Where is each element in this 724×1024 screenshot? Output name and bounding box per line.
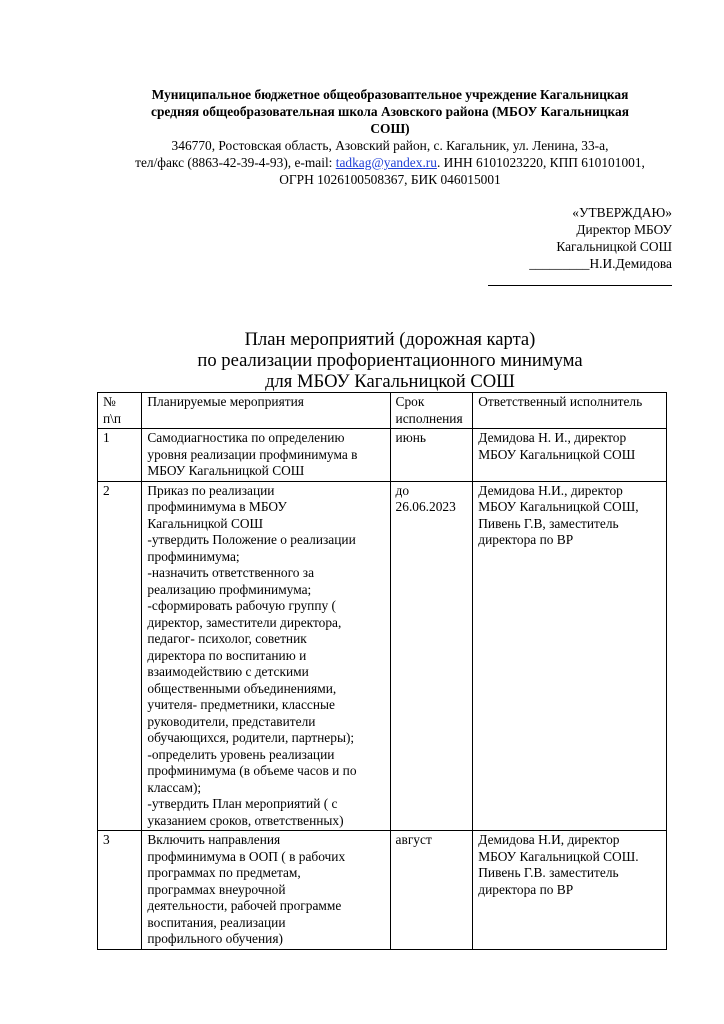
header-activity: Планируемые мероприятия [142, 393, 390, 429]
plan-title-line: для МБОУ Кагальницкой СОШ [265, 371, 515, 392]
plan-title-line: План мероприятий (дорожная карта) [244, 329, 536, 350]
activity-cell-line: руководители, представители [147, 713, 316, 729]
table-row [98, 429, 667, 482]
approval-school: Кагальницкой СОШ [556, 239, 672, 254]
activity-cell-line: -утвердить Положение о реализации [147, 532, 356, 547]
responsible-cell [473, 831, 667, 950]
activity-cell-line: директор, заместители директора, [147, 614, 342, 630]
activity-cell-line: Самодиагностика по определению [147, 430, 345, 445]
table-row [98, 481, 667, 831]
activity-cell-line: общественными объединениями, [147, 680, 337, 696]
registration-line: ОГРН 1026100508367, БИК 046015001 [279, 172, 501, 187]
activity-cell-line: -утвердить План мероприятий ( с [147, 796, 338, 811]
header-responsible: Ответственный исполнитель [473, 393, 667, 429]
activity-cell-line: педагог- психолог, советник [147, 631, 307, 646]
activity-cell [142, 831, 390, 950]
row-number: 2 [98, 481, 142, 831]
term-cell [390, 831, 473, 950]
activity-cell-line: реализацию профминимума; [147, 581, 312, 597]
responsible-cell [473, 481, 667, 831]
activity-cell-line: Приказ по реализации [147, 482, 275, 498]
term-cell-line: август [395, 832, 432, 847]
header-term: Срок исполнения [390, 393, 473, 429]
organization-name-line: средняя общеобразовательная школа Азовского района (МБОУ Кагальницкая [151, 104, 629, 119]
approval-position: Директор МБОУ [576, 222, 672, 237]
activity-cell-line: программах по предметам, [147, 865, 301, 880]
activity-cell-line: обучающихся, родители, партнеры); [147, 730, 355, 745]
activity-cell-line: взаимодействию с детскими [147, 664, 309, 679]
plan-title-line: по реализации профориентационного минимума [197, 350, 583, 371]
activity-cell [142, 481, 390, 831]
activity-cell-line: профминимума; [147, 548, 240, 564]
activity-cell-line: -определить уровень реализации [147, 746, 335, 762]
activity-cell-line: -сформировать рабочую группу ( [147, 598, 337, 613]
activity-cell-line: Включить направления [147, 832, 281, 847]
organization-name-line: Муниципальное бюджетное общеобразоваптельное учреждение Кагальницкая [151, 87, 629, 102]
activity-cell-line: классам); [147, 779, 202, 795]
responsible-cell-line: Демидова Н. И., директор [478, 430, 627, 445]
term-cell [390, 429, 473, 482]
responsible-cell-line: МБОУ Кагальницкой СОШ. [478, 848, 639, 864]
activity-cell-line: воспитания, реализации [147, 914, 286, 930]
activity-cell-line: профильного обучения) [147, 931, 283, 946]
activity-cell-line: уровня реализации профминимума в [147, 446, 358, 462]
address-line: 346770, Ростовская область, Азовский район, с. Кагальник, ул. Ленина, 33-а, [171, 138, 609, 153]
email-link[interactable]: tadkag@yandex.ru [335, 155, 437, 170]
organization-name [100, 86, 680, 137]
responsible-cell-line: директора по ВР [478, 532, 574, 547]
term-cell-line: июнь [395, 430, 426, 445]
activity-cell-line: деятельности, рабочей программе [147, 898, 342, 913]
activity-cell-line: программах внеурочной [147, 881, 286, 897]
responsible-cell [473, 429, 667, 482]
activity-cell-line: МБОУ Кагальницкой СОШ [147, 463, 305, 478]
responsible-cell-line: Пивень Г.В, заместитель [478, 515, 619, 531]
responsible-cell-line: МБОУ Кагальницкой СОШ [478, 446, 636, 462]
term-cell-line: 26.06.2023 [395, 499, 456, 514]
activity-cell-line: профминимума в ООП ( в рабочих [147, 848, 346, 864]
phone-fax-text: тел/факс (8863-42-39-4-93), e-mail: [135, 155, 336, 170]
activity-cell-line: директора по воспитанию и [147, 647, 307, 663]
organization-contacts [80, 137, 700, 188]
term-cell-line: до [395, 482, 410, 498]
responsible-cell-line: Пивень Г.В. заместитель [478, 865, 619, 880]
table-row [98, 831, 667, 950]
approval-signature-line: _________Н.И.Демидова [529, 256, 672, 271]
activity-cell [142, 429, 390, 482]
plan-table [97, 392, 667, 950]
responsible-cell-line: МБОУ Кагальницкой СОШ, [478, 499, 639, 514]
plan-title [80, 329, 700, 392]
activity-cell-line: учителя- предметники, классные [147, 697, 335, 712]
row-number: 1 [98, 429, 142, 482]
activity-cell-line: Кагальницкой СОШ [147, 515, 264, 531]
responsible-cell-line: директора по ВР [478, 881, 574, 897]
contacts-line [80, 154, 700, 171]
tax-ids-text: . ИНН 6101023220, КПП 610101001, [436, 155, 645, 170]
responsible-cell-line: Демидова Н.И., директор [478, 482, 623, 498]
organization-name-line: СОШ) [370, 121, 410, 136]
activity-cell-line: профминимума (в объеме часов и по [147, 763, 357, 778]
row-number: 3 [98, 831, 142, 950]
approval-block [412, 204, 672, 272]
activity-cell-line: профминимума в МБОУ [147, 499, 287, 514]
approval-stamp-text: «УТВЕРЖДАЮ» [572, 205, 672, 220]
header-number: № п\п [98, 393, 142, 429]
activity-cell-line: указанием сроков, ответственных) [147, 812, 344, 828]
activity-cell-line: -назначить ответственного за [147, 565, 315, 580]
approval-date-rule [488, 285, 672, 286]
responsible-cell-line: Демидова Н.И, директор [478, 832, 620, 847]
term-cell [390, 481, 473, 831]
table-header-row [98, 393, 667, 429]
